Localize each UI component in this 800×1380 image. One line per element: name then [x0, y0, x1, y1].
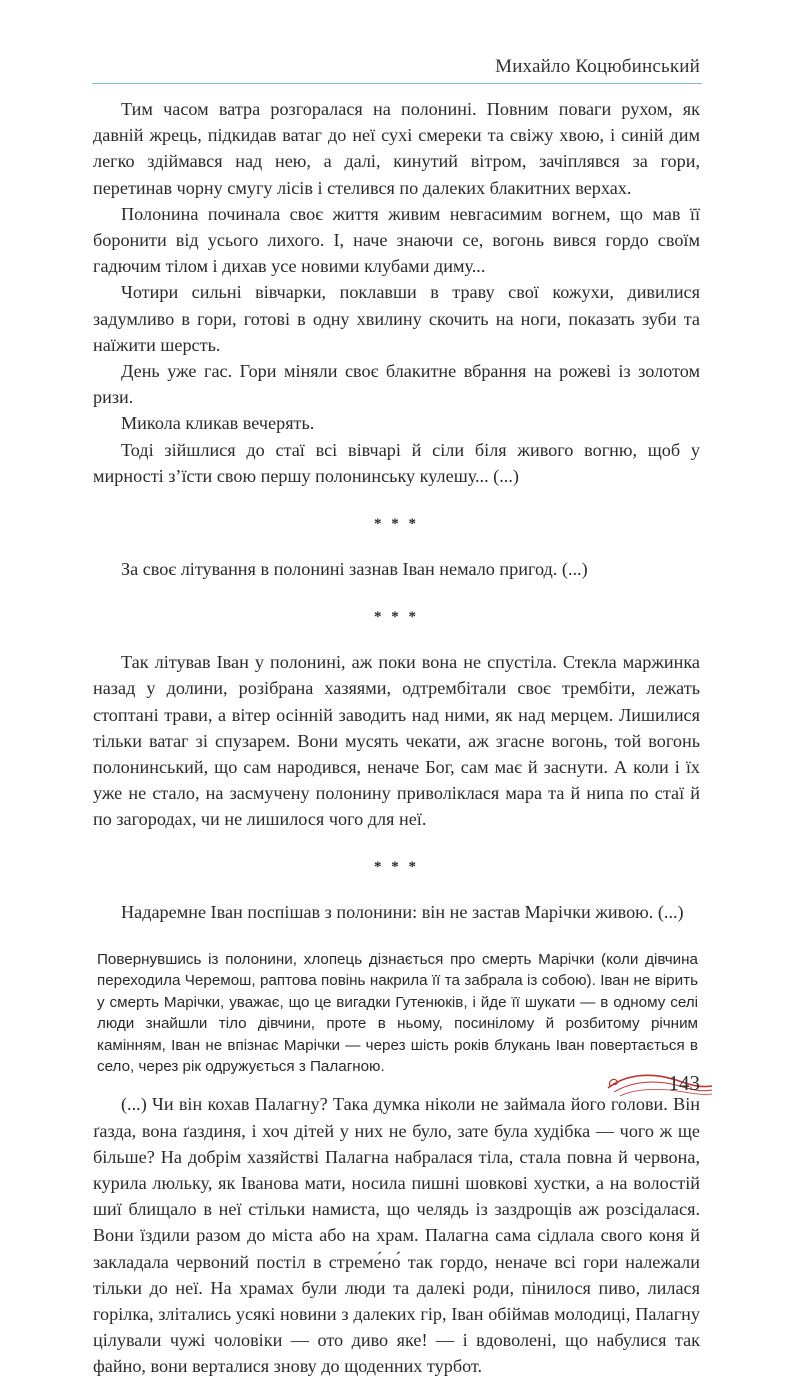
paragraph: Надаремне Іван поспішав з полонини: він не застав Марічки живою. (...): [121, 901, 684, 922]
section-separator: * * *: [374, 516, 419, 533]
paragraph: (...) Чи він кохав Палагну? Така думка ніколи не займала його голови. Він ґазда, вона ґаздиня, і хоч дітей у них не було, зате була худібка — чого ж ще більше? На добрім хазяйстві Палагна набралася тіла, стала повна й червона, курила люльку, як Іванова мати, носила пишні шовкові хустки, а на волостій шиї блищало в неї стільки намиста, що челядь із заздрощів аж розсідалася. Вони їздили разом до міста або на храм. Палагна сама сідлала свого коня й закладала червоний постіл в стреме́но́ так гордо, неначе всі гори належали тільки до неї. На храмах були люди та далекі роди, пінилося пиво, лилася горілка, злітались усякі новини з далеких гір, Іван обіймав молодиці, Палагну цілували чужі чоловіки — ото диво яке! — і вдоволені, що набулися так файно, вони верталися знову до щоденних турбот.: [93, 1094, 700, 1377]
section-separator: * * *: [374, 858, 419, 875]
paragraph: Чотири сильні вівчарки, поклавши в траву свої кожухи, дивилися задумливо в гори, готові в одну хвилину скочить на ноги, показать зуби та наїжити шерсть.: [93, 282, 700, 355]
section-separator: * * *: [374, 609, 419, 626]
paragraph: За своє літування в полонині зазнав Іван немало пригод. (...): [121, 559, 588, 580]
header-divider: [92, 83, 702, 84]
paragraph: Так літував Іван у полонині, аж поки вона не спустіла. Стекла маржинка назад у долини, розібрана хазяями, одтрембітали своє трембіти, лежать стоптані трави, а вітер осінній заводить над ними, як над мерцем. Лишилися тільки ватаг зі спузарем. Вони мусять чекати, аж згасне вогонь, той вогонь полонинський, що сам народився, неначе Бог, сам має й заснути. А коли і їх уже не стало, на засмучену полонину приволіклася мара та й нипа по стаї й по загородах, чи не лишилося чого для неї.: [93, 652, 700, 830]
paragraph: День уже гас. Гори міняли своє блакитне вбрання на рожеві із золотом ризи.: [93, 361, 700, 408]
paragraph: Тим часом ватра розгоралася на полонині. Повним поваги рухом, як давній жрець, підкидав ватаг до неї сухі смереки та свіжу хвою, і синій дим легко здіймався над нею, а далі, кинутий вітром, зачіплявся за гори, перетинав чорну смугу лісів і стелився по далеких блакитних верхах.: [93, 99, 700, 198]
page-body: [93, 96, 700, 1380]
running-header-author: Михайло Коцюбинський: [495, 56, 700, 77]
plot-summary-note: Повернувшись із полонини, хлопець дізнається про смерть Марічки (коли дівчина переходила Черемош, раптова повінь накрила її та забрала із собою). Іван не вірить у смерть Марічки, уважає, що це вигадки Гутенюків, і йде її шукати — в одному селі люди знайшли тіло дівчини, проте в ньому, посинілому й розбитому річним камінням, Іван не впізнає Марічки — через шість років блукань Іван повертається в село, через рік одружується з Палагною.: [97, 950, 698, 1075]
paragraph: Тоді зійшлися до стаї всі вівчарі й сіли біля живого вогню, щоб у мирності з’їсти свою першу полонинську кулешу... (...): [93, 439, 700, 486]
paragraph: Микола кликав вечерять.: [121, 413, 315, 434]
paragraph: Полонина починала своє життя живим невгасимим вогнем, що мав її боронити від усього лихого. І, наче знаючи се, вогонь вився гордо своїм гадючим тілом і дихав усе новими клубами диму...: [93, 203, 700, 277]
page-number: 143: [668, 1071, 700, 1095]
